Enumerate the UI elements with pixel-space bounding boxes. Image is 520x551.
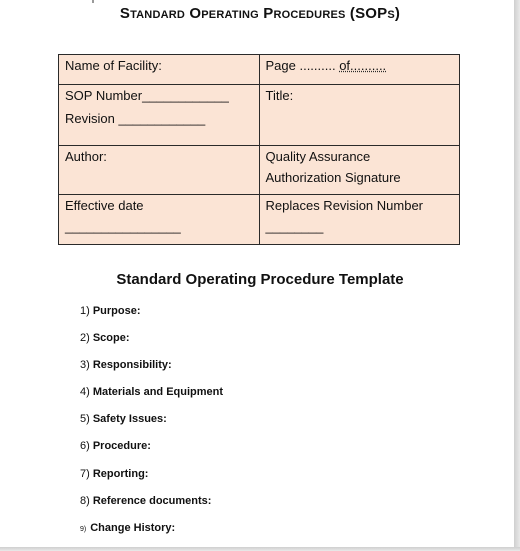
page-of-label: of..........: [339, 58, 387, 73]
qa-label-line2: Authorization Signature: [265, 170, 401, 185]
list-item: 3) Responsibility:: [80, 359, 172, 372]
replaces-cell[interactable]: [259, 195, 460, 245]
list-item: 4) Materials and Equipment: [80, 386, 224, 399]
effective-date-label: Effective date: [65, 198, 144, 213]
list-item: 6) Procedure:: [80, 440, 151, 453]
list-item: 9) Change History:: [80, 521, 176, 534]
effective-date-blank: ________________: [65, 219, 181, 234]
page-shadow-bottom: [0, 547, 520, 551]
title-label: Title:: [265, 88, 294, 103]
replaces-blank: ________: [265, 219, 324, 234]
page-label: Page ..........: [265, 58, 340, 73]
effective-date-cell[interactable]: [59, 195, 260, 245]
table-row: [59, 55, 460, 85]
title-cell[interactable]: [259, 85, 460, 146]
list-item: 5) Safety Issues:: [80, 413, 167, 426]
list-item: 7) Reporting:: [80, 467, 149, 480]
table-row: [59, 195, 460, 245]
sop-number-cell[interactable]: [59, 85, 260, 146]
author-cell[interactable]: [59, 146, 260, 195]
facility-label: Name of Facility:: [65, 58, 162, 73]
procedure-list: [80, 303, 223, 547]
table-row: [59, 85, 460, 146]
document-title: Standard Operating Procedures (SOPs): [119, 5, 401, 22]
sop-header-table: [58, 54, 460, 245]
facility-cell[interactable]: [59, 55, 260, 85]
author-label: Author:: [65, 149, 107, 164]
ruler-mark: [92, 0, 94, 3]
list-item: 2) Scope:: [80, 332, 130, 345]
revision-label: Revision ____________: [65, 111, 206, 126]
qa-cell[interactable]: [259, 146, 460, 195]
table-row: [59, 146, 460, 195]
qa-label-line1: Quality Assurance: [265, 149, 371, 164]
sop-number-label: SOP Number____________: [65, 88, 229, 103]
replaces-label: Replaces Revision Number: [265, 198, 424, 213]
list-item: 1) Purpose:: [80, 305, 141, 317]
section-title: Standard Operating Procedure Template: [116, 271, 404, 288]
page-shadow-right: [514, 0, 520, 551]
list-item: 8) Reference documents:: [80, 494, 212, 507]
page-cell[interactable]: [259, 55, 460, 85]
